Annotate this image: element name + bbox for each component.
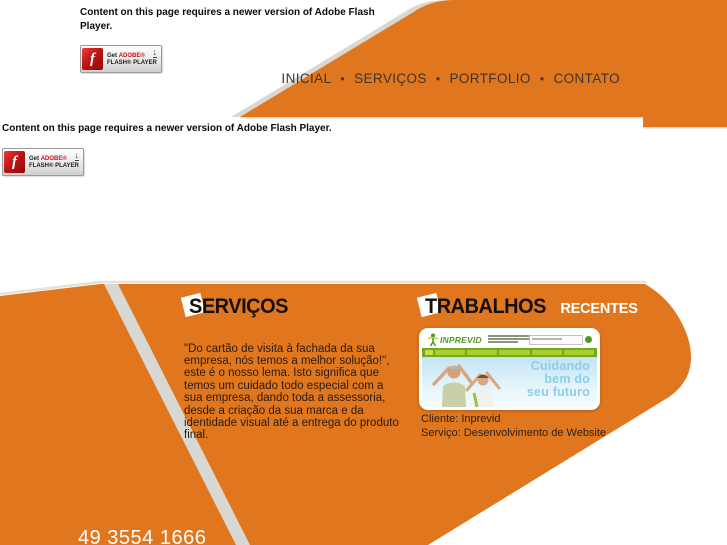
download-arrow-icon: ↓ xyxy=(74,150,79,160)
flash-logo-icon: f xyxy=(4,151,25,173)
thumb-site-preview xyxy=(422,331,597,407)
inprevid-logo-text: INPREVID xyxy=(440,335,482,345)
thumb-tagline: Cuidando bem do seu futuro xyxy=(526,359,590,399)
flash-button-product-label: FLASH® PLAYER xyxy=(107,59,157,66)
thumb-site-header xyxy=(422,331,597,348)
services-heading-text: SERVIÇOS xyxy=(189,295,288,318)
works-heading-primary: TRABALHOS xyxy=(425,295,546,318)
portfolio-thumbnail-inprevid[interactable] xyxy=(419,328,600,410)
thumb-micro-text-lines xyxy=(488,335,530,343)
phone-number: 49 3554 1666 xyxy=(78,527,207,545)
client-label: Cliente: Inprevid xyxy=(421,413,501,425)
nav-separator-icon: • xyxy=(340,71,346,86)
flash-button-product-label: FLASH® PLAYER xyxy=(29,162,79,169)
inprevid-logo-icon xyxy=(427,333,439,346)
thumb-search-box xyxy=(529,335,583,345)
works-heading-secondary: RECENTES xyxy=(560,301,638,317)
thumb-search-button-icon xyxy=(585,336,592,343)
flash-button-text xyxy=(107,53,157,67)
main-nav xyxy=(281,71,620,86)
client-info xyxy=(421,413,606,440)
service-label: Serviço: Desenvolvimento de Website xyxy=(421,426,607,439)
thumb-navbar xyxy=(422,348,597,357)
nav-separator-icon: • xyxy=(539,71,545,86)
download-arrow-icon: ↓ xyxy=(152,47,157,57)
nav-item-inicial[interactable]: INICIAL xyxy=(281,71,332,86)
flash-button-brand-label: ADOBE® xyxy=(118,52,145,59)
flash-button-text xyxy=(29,156,79,170)
services-heading xyxy=(189,295,293,319)
get-flash-player-button-inline[interactable] xyxy=(2,148,84,176)
nav-separator-icon: • xyxy=(435,71,441,86)
nav-item-contato[interactable]: CONTATO xyxy=(553,71,620,86)
works-heading xyxy=(425,295,638,319)
nav-item-portfolio[interactable]: PORTFOLIO xyxy=(449,71,531,86)
flash-warning-text-inline: Content on this page requires a newer version of Adobe Flash Player. xyxy=(2,123,332,134)
flash-button-get-label: Get xyxy=(107,52,118,59)
get-flash-player-button-top[interactable] xyxy=(80,45,162,73)
thumb-photo xyxy=(422,357,597,407)
flash-button-get-label: Get xyxy=(29,155,40,162)
flash-warning-text-top: Content on this page requires a newer version of Adobe Flash Player. xyxy=(80,7,375,32)
nav-item-servicos[interactable]: SERVIÇOS xyxy=(354,71,427,86)
flash-logo-icon: f xyxy=(82,48,103,70)
services-body-text: "Do cartão de visita à fachada da sua empresa, nós temos a melhor solução!", este é o nosso lema. Isto significa que temos um cuidado todo especial com a sua empresa, dando toda a assessoria, desde a criação da sua marca e da identidade visual até a entrega do produto final. xyxy=(184,342,399,442)
flash-button-brand-label: ADOBE® xyxy=(40,155,67,162)
thumb-couple-image xyxy=(424,357,520,407)
